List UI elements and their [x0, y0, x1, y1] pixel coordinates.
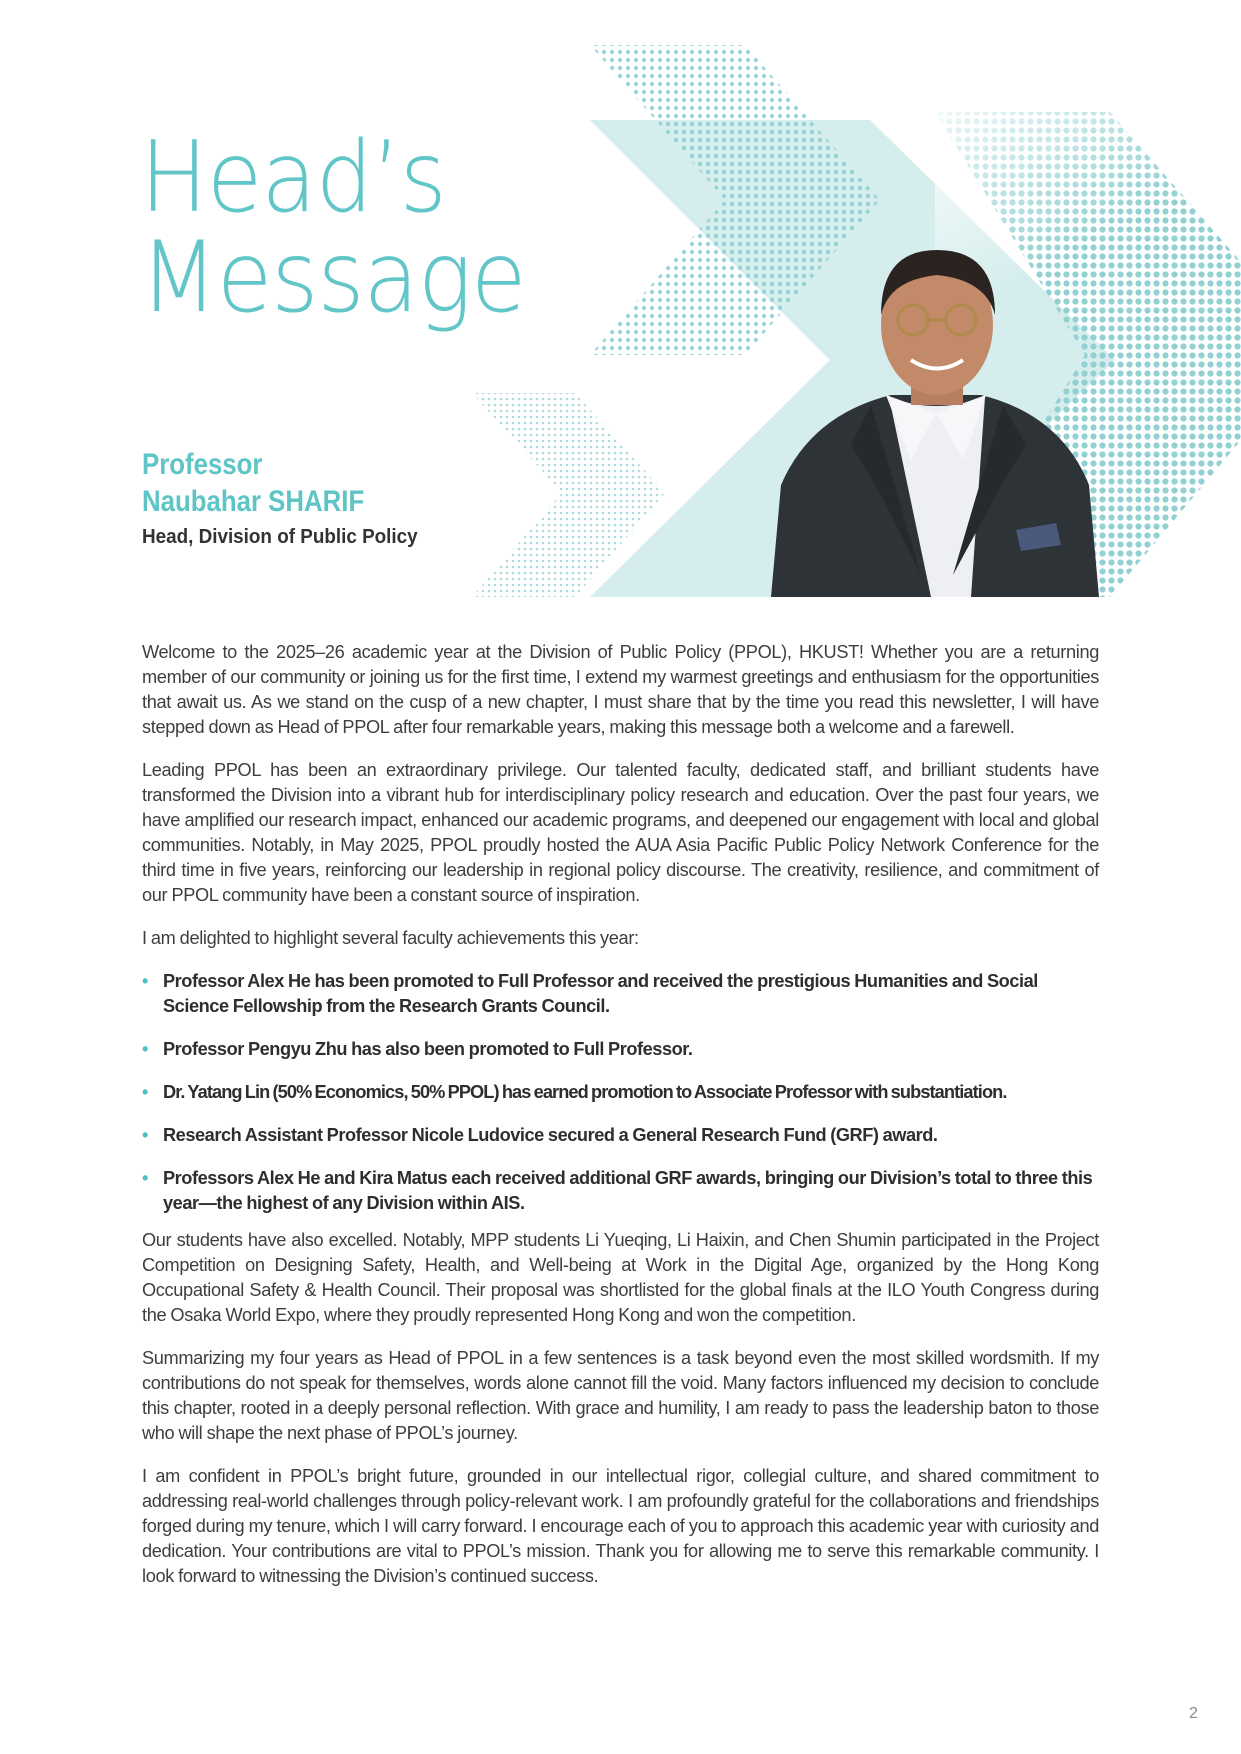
list-item: [142, 1166, 1099, 1216]
achievement-text: Professor Alex He has been promoted to Full Professor and received the prestigious Humanities and Social Science Fellowship from the Research Grants Council.: [163, 971, 1038, 1016]
paragraph-leadership: Leading PPOL has been an extraordinary privilege. Our talented faculty, dedicated staff, and brilliant students have transformed the Division into a vibrant hub for interdisciplinary policy research and education. Over the past four years, we have amplified our research impact, enhanced our academic programs, and deepened our engagement with local and global communities. Notably, in May 2025, PPOL proudly hosted the AUA Asia Pacific Public Policy Network Conference for the third time in five years, reinforcing our leadership in regional policy discourse. The creativity, resilience, and commitment of our PPOL community have been a constant source of inspiration.: [142, 760, 1099, 905]
author-name: Naubahar SHARIF: [142, 485, 365, 518]
achievement-text: Research Assistant Professor Nicole Ludovice secured a General Research Fund (GRF) award.: [163, 1125, 938, 1145]
author-title: Professor: [142, 448, 263, 481]
message-body: [142, 640, 1099, 1607]
list-item: [142, 969, 1099, 1019]
author-role: Head, Division of Public Policy: [142, 525, 418, 548]
portrait-photo: [771, 245, 1099, 597]
list-item: [142, 1080, 1099, 1105]
achievements-list: [142, 969, 1099, 1216]
bullet-icon: •: [142, 1168, 148, 1188]
bullet-icon: •: [142, 1082, 148, 1102]
list-item: [142, 1123, 1099, 1148]
page-title: [140, 121, 526, 335]
achievement-text: Dr. Yatang Lin (50% Economics, 50% PPOL) has earned promotion to Associate Professor with substantiation.: [163, 1082, 1007, 1102]
list-item: [142, 1037, 1099, 1062]
paragraph-students: Our students have also excelled. Notably, MPP students Li Yueqing, Li Haixin, and Chen Shumin participated in the Project Competition on Designing Safety, Health, and Well-being at Work in the Digital Age, organized by the Hong Kong Occupational Safety & Health Council. Their proposal was shortlisted for the global finals at the ILO Youth Congress during the Osaka World Expo, where they proudly represented Hong Kong and won the competition.: [142, 1230, 1099, 1325]
title-line-1: Head’s: [140, 121, 446, 235]
achievement-text: Professors Alex He and Kira Matus each received additional GRF awards, bringing our Division’s total to three this year—the highest of any Division within AIS.: [163, 1168, 1093, 1213]
paragraph-achievements-intro: I am delighted to highlight several faculty achievements this year:: [142, 928, 639, 948]
author-block: [142, 446, 442, 552]
hero-banner: [0, 0, 1241, 610]
bullet-icon: •: [142, 1125, 148, 1145]
person-portrait-icon: [771, 245, 1099, 597]
bullet-icon: •: [142, 971, 148, 991]
paragraph-reflection: Summarizing my four years as Head of PPOL in a few sentences is a task beyond even the most skilled wordsmith. If my contributions do not speak for themselves, words alone cannot fill the void. Many factors influenced my decision to conclude this chapter, rooted in a deeply personal reflection. With grace and humility, I am ready to pass the leadership baton to those who will shape the next phase of PPOL’s journey.: [142, 1348, 1099, 1443]
bullet-icon: •: [142, 1039, 148, 1059]
achievement-text: Professor Pengyu Zhu has also been promoted to Full Professor.: [163, 1039, 693, 1059]
paragraph-welcome: Welcome to the 2025–26 academic year at the Division of Public Policy (PPOL), HKUST! Whether you are a returning member of our community or joining us for the first time, I extend my warmest greetings and enthusiasm for the opportunities that await us. As we stand on the cusp of a new chapter, I must share that by the time you read this newsletter, I will have stepped down as Head of PPOL after four remarkable years, making this message both a welcome and a farewell.: [142, 642, 1099, 737]
title-line-2: Message: [140, 221, 526, 335]
paragraph-closing: I am confident in PPOL’s bright future, grounded in our intellectual rigor, collegial culture, and shared commitment to addressing real-world challenges through policy-relevant work. I am profoundly grateful for the collaborations and friendships forged during my tenure, which I will carry forward. I encourage each of you to approach this academic year with curiosity and dedication. Your contributions are vital to PPOL’s mission. Thank you for allowing me to serve this remarkable community. I look forward to witnessing the Division’s continued success.: [142, 1466, 1099, 1586]
page-number: 2: [1189, 1705, 1198, 1722]
